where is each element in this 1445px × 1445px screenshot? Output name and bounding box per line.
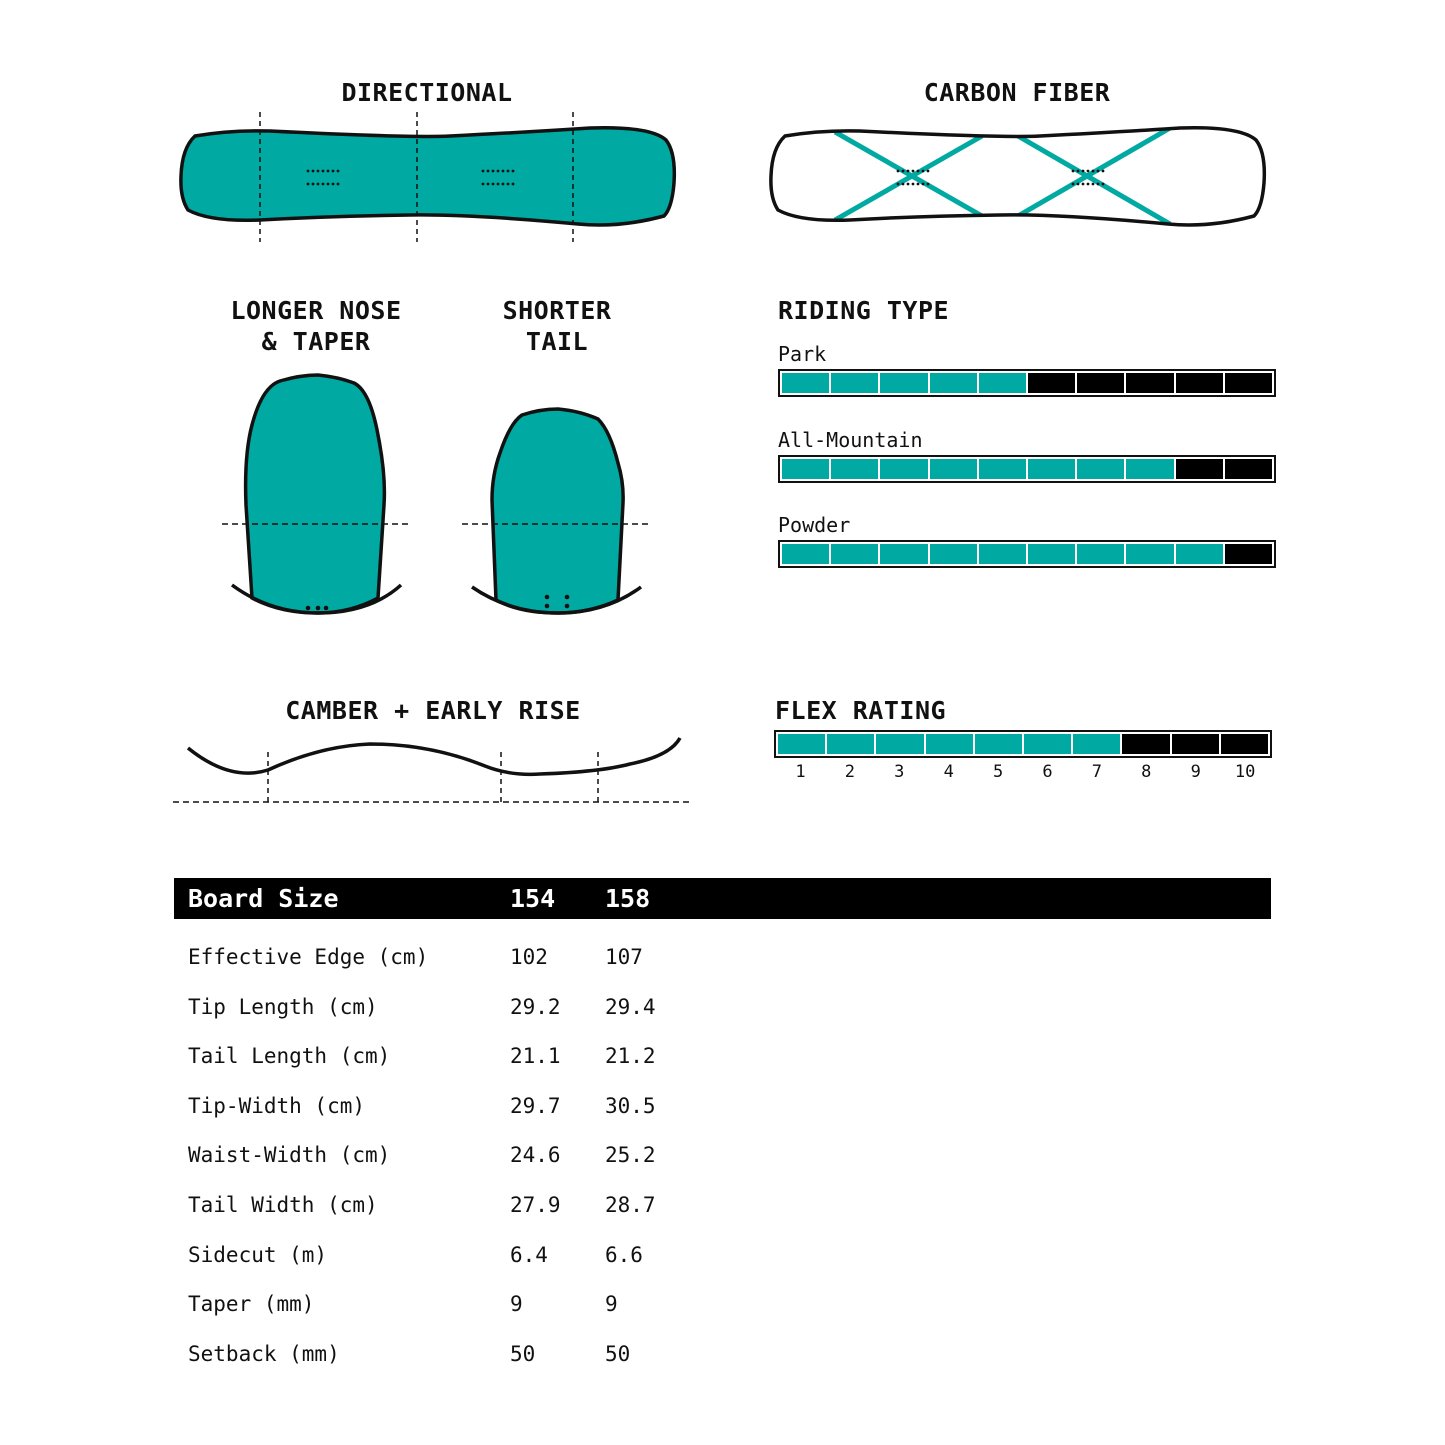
- rating-segment-filled: [876, 734, 923, 754]
- spec-label: Tip Length (cm): [188, 994, 378, 1019]
- spec-value-154: 50: [510, 1341, 536, 1366]
- spec-value-158: 25.2: [605, 1143, 656, 1168]
- longer-nose-line-1: LONGER NOSE: [230, 296, 402, 325]
- rating-segment-filled: [930, 544, 977, 564]
- rating-segment-filled: [782, 459, 829, 479]
- riding-type-label-park: Park: [778, 342, 827, 366]
- spec-value-158: 21.2: [605, 1044, 656, 1069]
- spec-value-154: 9: [510, 1292, 523, 1317]
- rating-segment-filled: [880, 459, 927, 479]
- spec-value-154: 6.4: [510, 1242, 548, 1267]
- rating-segment-filled: [1024, 734, 1071, 754]
- rating-segment-empty: [1126, 373, 1173, 393]
- rating-segment-filled: [880, 373, 927, 393]
- spec-row: [0, 1339, 1445, 1369]
- rating-segment-filled: [831, 459, 878, 479]
- rating-segment-filled: [979, 544, 1026, 564]
- longer-nose-shape: [246, 375, 385, 613]
- spec-value-158: 9: [605, 1292, 618, 1317]
- spec-value-158: 28.7: [605, 1193, 656, 1217]
- spec-label: Tip-Width (cm): [188, 1093, 366, 1118]
- spec-row: [0, 942, 1445, 972]
- flex-tick-label: 1: [795, 762, 806, 782]
- directional-heading: DIRECTIONAL: [341, 78, 513, 107]
- longer-nose-line-2: & TAPER: [261, 327, 371, 356]
- rating-segment-filled: [979, 459, 1026, 479]
- rating-segment-filled: [1028, 544, 1075, 564]
- rating-segment-filled: [1176, 544, 1223, 564]
- rating-segment-filled: [1028, 459, 1075, 479]
- rating-segment-empty: [1122, 734, 1169, 754]
- spec-label: Setback (mm): [188, 1341, 340, 1366]
- rating-segment-empty: [1172, 734, 1219, 754]
- spec-value-154: 24.6: [510, 1143, 561, 1168]
- spec-label: Sidecut (m): [188, 1242, 328, 1267]
- rating-segment-empty: [1176, 459, 1223, 479]
- spec-value-154: 102: [510, 945, 548, 969]
- spec-row: [0, 1140, 1445, 1170]
- flex-rating-bar: [774, 730, 1272, 758]
- rating-segment-empty: [1225, 459, 1272, 479]
- spec-row: [0, 1240, 1445, 1270]
- rating-segment-filled: [782, 373, 829, 393]
- board-size-label: Board Size: [188, 884, 339, 913]
- spec-label: Waist-Width (cm): [188, 1143, 391, 1168]
- spec-row: [0, 1041, 1445, 1071]
- riding-type-label-all-mountain: All-Mountain: [778, 428, 923, 452]
- spec-value-154: 29.2: [510, 994, 561, 1019]
- flex-tick-label: 2: [844, 762, 856, 782]
- rating-segment-empty: [1176, 373, 1223, 393]
- spec-value-158: 30.5: [605, 1093, 656, 1118]
- rating-segment-empty: [1221, 734, 1268, 754]
- flex-tick-label: 5: [992, 762, 1004, 782]
- spec-row: [0, 992, 1445, 1022]
- nose-tail-illustration: [210, 365, 670, 625]
- shorter-tail-heading: [407, 295, 707, 357]
- rating-segment-empty: [1225, 373, 1272, 393]
- flex-tick-label: 9: [1190, 762, 1201, 782]
- rating-segment-filled: [1126, 544, 1173, 564]
- rating-segment-filled: [1126, 459, 1173, 479]
- flex-rating-scale: [776, 762, 1270, 782]
- riding-type-label-powder: Powder: [778, 513, 851, 537]
- spec-value-154: 21.1: [510, 1044, 561, 1069]
- spec-value-158: 6.6: [605, 1242, 643, 1267]
- spec-row: [0, 1091, 1445, 1121]
- rating-segment-filled: [778, 734, 825, 754]
- spec-label: Taper (mm): [188, 1292, 315, 1317]
- spec-label: Tail Width (cm): [188, 1193, 378, 1217]
- flex-tick-label: 3: [894, 762, 905, 782]
- shorter-tail-shape: [492, 409, 623, 613]
- spec-table-header: [174, 878, 1271, 919]
- rating-segment-filled: [926, 734, 973, 754]
- spec-value-154: 27.9: [510, 1193, 561, 1217]
- spec-value-158: 107: [605, 945, 643, 969]
- rating-segment-filled: [1077, 544, 1124, 564]
- size-154-header: 154: [510, 884, 556, 913]
- rating-segment-filled: [1077, 459, 1124, 479]
- riding-type-bar-powder: [778, 540, 1276, 568]
- size-158-header: 158: [605, 884, 651, 913]
- spec-value-158: 50: [605, 1341, 631, 1366]
- riding-type-bar-park: [778, 369, 1276, 397]
- rating-segment-filled: [831, 544, 878, 564]
- riding-type-bar-all-mountain: [778, 455, 1276, 483]
- flex-rating-heading: FLEX RATING: [775, 696, 947, 725]
- rating-segment-empty: [1028, 373, 1075, 393]
- riding-type-heading: RIDING TYPE: [778, 296, 950, 325]
- camber-profile-illustration: [170, 730, 695, 810]
- rating-segment-filled: [975, 734, 1022, 754]
- rating-segment-filled: [827, 734, 874, 754]
- flex-tick-label: 6: [1042, 762, 1053, 782]
- shorter-tail-line-1: SHORTER: [502, 296, 612, 325]
- flex-tick-label: 4: [943, 762, 954, 782]
- camber-heading: CAMBER + EARLY RISE: [285, 696, 581, 725]
- spec-row: [0, 1289, 1445, 1319]
- rating-segment-filled: [782, 544, 829, 564]
- rating-segment-filled: [831, 373, 878, 393]
- rating-segment-filled: [1073, 734, 1120, 754]
- spec-value-154: 29.7: [510, 1093, 561, 1118]
- rating-segment-filled: [979, 373, 1026, 393]
- carbon-fiber-heading: CARBON FIBER: [923, 78, 1111, 107]
- spec-row: [0, 1190, 1445, 1220]
- rating-segment-filled: [930, 373, 977, 393]
- shorter-tail-line-2: TAIL: [525, 327, 589, 356]
- directional-board-illustration: [170, 108, 690, 248]
- rating-segment-filled: [930, 459, 977, 479]
- spec-label: Tail Length (cm): [188, 1044, 391, 1069]
- spec-label: Effective Edge (cm): [188, 945, 429, 969]
- rating-segment-empty: [1077, 373, 1124, 393]
- rating-segment-filled: [880, 544, 927, 564]
- flex-tick-label: 7: [1091, 762, 1103, 782]
- carbon-fiber-board-illustration: [760, 108, 1280, 248]
- flex-tick-label: 10: [1234, 762, 1256, 782]
- flex-tick-label: 8: [1141, 762, 1152, 782]
- spec-value-158: 29.4: [605, 994, 656, 1019]
- rating-segment-empty: [1225, 544, 1272, 564]
